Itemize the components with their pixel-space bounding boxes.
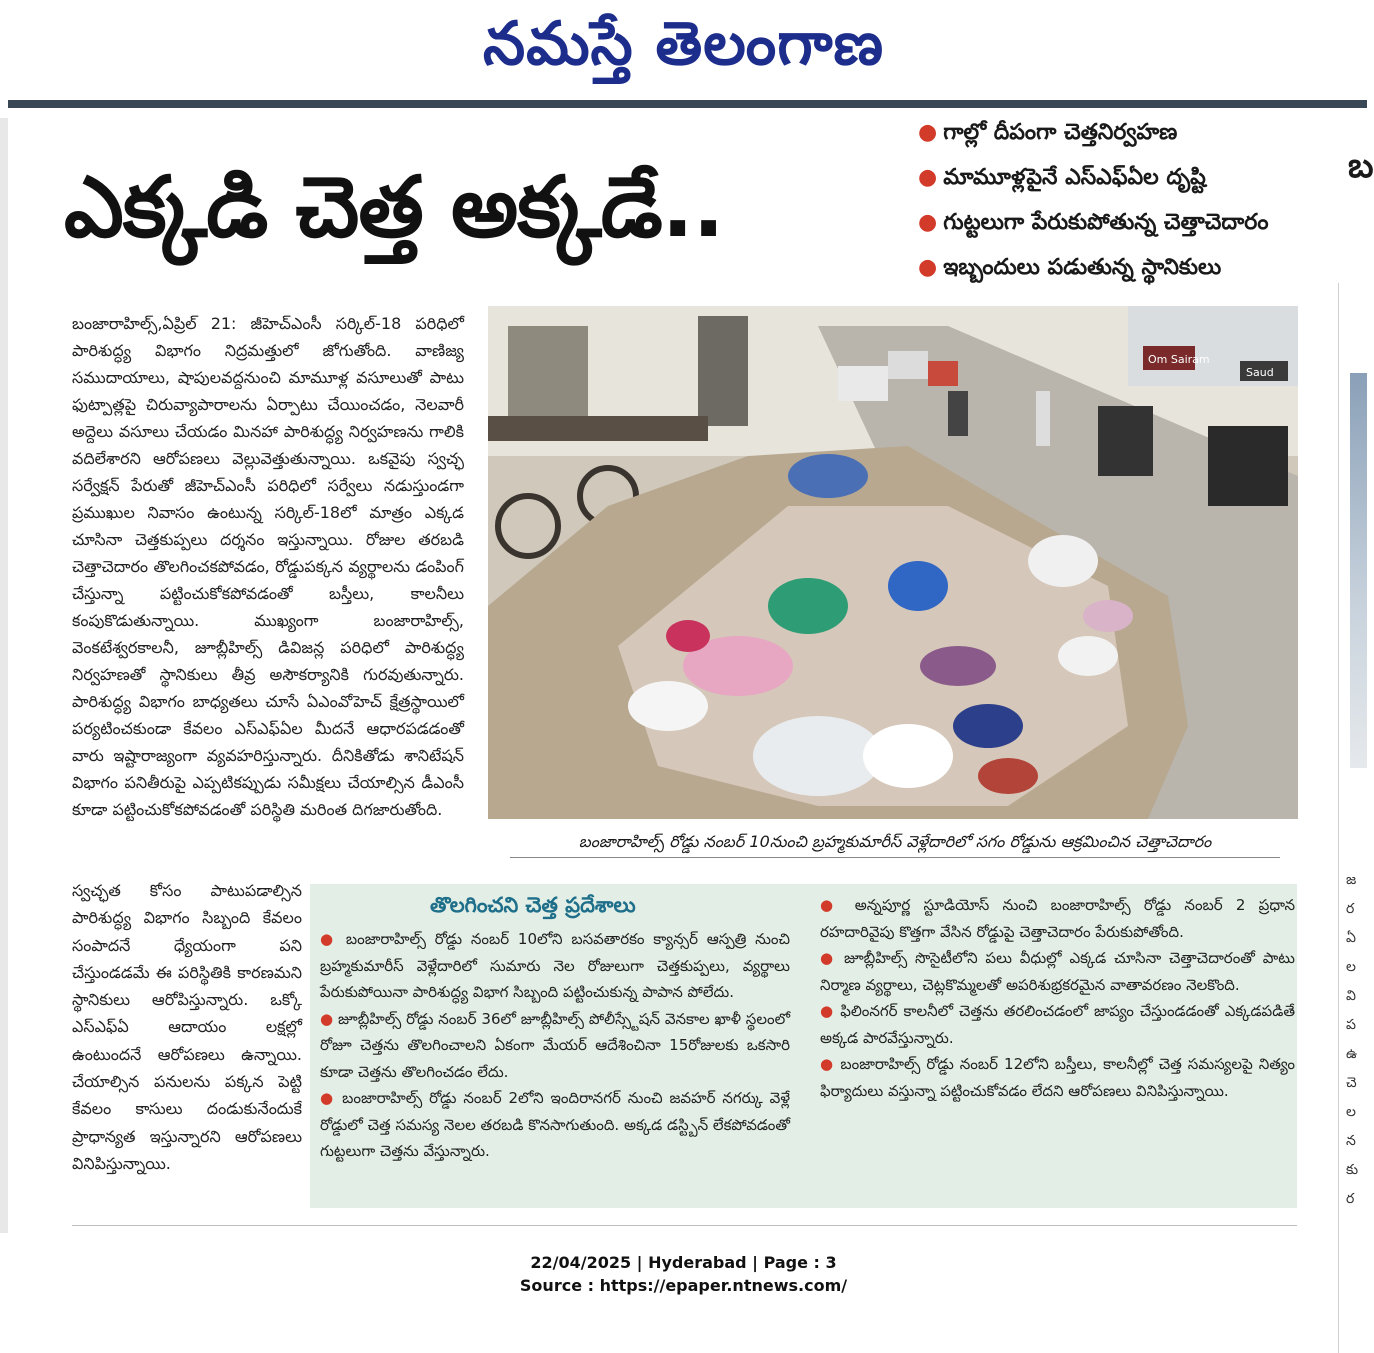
list-item: ● బంజారాహిల్స్ రోడ్డు నంబర్ 12లోని బస్తీలు, కాలనీల్లో చెత్త సమస్యలపై నిత్యం ఫిర్యాదులు వస్తున్నా పట్టించుకోవడం లేదని ఆరోపణలు వినిపిస్తున్నాయి. xyxy=(820,1055,1296,1100)
list-item: ● జూబ్లీహిల్స్ సొసైటీలోని పలు వీధుల్లో ఎక్కడ చూసినా చెత్తాచెదారంతో పాటు నిర్మాణ వ్యర్థాలు, చెట్లకొమ్మలతో అపరిశుభ్రకరమైన వాతావరణం నెలకొంది. xyxy=(820,949,1295,994)
photo-caption: బంజారాహిల్స్ రోడ్డు నంబర్ 10నుంచి బ్రహ్మకుమారీస్ వెళ్లేదారిలో సగం రోడ్డును ఆక్రమించిన చెత్తాచెదారం xyxy=(510,829,1280,858)
footer-divider xyxy=(72,1225,1297,1226)
adjacent-headline-fragment: బ xyxy=(1348,146,1374,186)
bullet-dot-icon: ● xyxy=(820,896,855,914)
shop-sign: Om Sairam xyxy=(1148,353,1210,366)
bullet-dot-icon: ● xyxy=(918,165,938,190)
article-body-paragraph: బంజారాహిల్స్,ఏప్రిల్ 21: జీహెచ్ఎంసీ సర్కిల్-18 పరిధిలో పారిశుద్ధ్య విభాగం నిద్రమత్తులో జోగుతోంది. వాణిజ్య సముదాయాలు, షాపులవద్దనుంచి మామూళ్ల వసూలుతో పాటు ఫుట్పాత్లపై చిరువ్యాపారాలను ఏర్పాటు చేయించడం, నెలవారీ అద్దెలు వసూలు చేయడం మినహా పారిశుద్ధ్య నిర్వహణను గాలికి వదిలేశారని ఆరోపణలు వెల్లువెత్తుతున్నాయి. ఒకవైపు స్వచ్ఛ సర్వేక్షన్ పేరుతో జీహెచ్ఎంసీ పరిధిలో సర్వేలు నడుస్తుండగా ప్రముఖుల నివాసం ఉంటున్న సర్కిల్-18లో మాత్రం ఎక్కడ చూసినా చెత్తకుప్పలు దర్శనం ఇస్తున్నాయి. రోజుల తరబడి చెత్తాచెదారం తొలగించకపోవడం, రోడ్డుపక్కన వ్యర్థాలను డంపింగ్ చేస్తున్నా పట్టించుకోకపోవడంతో బస్తీలు, కాలనీలు కంపుకొడుతున్నాయి. ముఖ్యంగా బంజారాహిల్స్, వెంకటేశ్వరకాలనీ, జూబ్లీహిల్స్ డివిజన్ల పరిధిలో పారిశుద్ధ్య నిర్వహణతో స్థానికులు తీవ్ర అసౌకర్యానికి గురవుతున్నారు. పారిశుద్ధ్య విభాగం బాధ్యతలు చూసే ఏఎంవోహెచ్ క్షేత్రస్థాయిలో పర్యటించకుండా కేవలం ఎస్ఎఫ్ఏల మీదనే ఆధారపడడంతో వారు ఇష్టారాజ్యంగా వ్యవహరిస్తున్నారు. దీనికితోడు శానిటేషన్ విభాగం పనితీరుపై ఎప్పటికప్పుడు సమీక్షలు చేయాల్సిన డీఎంసీ కూడా పట్టించుకోకపోవడంతో పరిస్థితి మరింత దిగజారుతోంది. xyxy=(72,314,464,819)
list-item: ● ఫిలింనగర్ కాలనీలో చెత్తను తరలించడంలో జాప్యం చేస్తుండడంతో ఎక్కడపడితే అక్కడ పారవేస్తున్నారు. xyxy=(820,1002,1295,1047)
bullet-dot-icon: ● xyxy=(320,1089,343,1107)
article-body-paragraph-2: స్వచ్ఛత కోసం పాటుపడాల్సిన పారిశుద్ధ్య విభాగం సిబ్బంది కేవలం సంపాదనే ధ్యేయంగా పని చేస్తుండడమే ఈ పరిస్థితికి కారణమని స్థానికులు ఆరోపిస్తున్నారు. ఒక్కో ఎస్ఎఫ్ఏ ఆదాయం లక్షల్లో ఉంటుందనే ఆరోపణలు ఉన్నాయి. చేయాల్సిన పనులను పక్కన పెట్టి కేవలం కాసులు దండుకునేందుకే ప్రాధాన్యత ఇస్తున్నారని ఆరోపణలు వినిపిస్తున్నాయి. xyxy=(72,881,302,1173)
newspaper-logo: నమస్తే తెలంగాణ xyxy=(482,9,885,79)
bullet-dot-icon: ● xyxy=(320,1009,339,1028)
adjacent-text-fragment: జ ర ఏ ల వి ప ఉ చె ల న కు ర xyxy=(1346,872,1359,1207)
column-divider xyxy=(1338,283,1339,1353)
bullet-item: ● గుట్టలుగా పేరుకుపోతున్న చెత్తాచెదారం xyxy=(918,210,1269,235)
masthead-divider xyxy=(8,100,1367,108)
shop-sign-2: Saud xyxy=(1246,366,1274,379)
sidebar-box-title: తొలగించని చెత్త ప్రదేశాలు xyxy=(430,893,636,917)
sidebar-box xyxy=(310,884,1297,1208)
article-photo xyxy=(488,306,1298,819)
bullet-item: ● గాల్లో దీపంగా చెత్తనిర్వహణ xyxy=(918,120,1178,145)
garbage-street-photo xyxy=(488,306,1298,819)
sidebar-box-left-column xyxy=(320,926,790,1165)
bullet-dot-icon: ● xyxy=(918,210,938,235)
article-headline: ఎక్కడి చెత్త అక్కడే.. xyxy=(64,158,724,256)
bullet-dot-icon: ● xyxy=(820,949,844,967)
adjacent-photo-fragment xyxy=(1350,373,1367,768)
left-margin-strip xyxy=(0,118,8,1233)
footer-source-line: Source : https://epaper.ntnews.com/ xyxy=(519,1276,848,1295)
adjacent-article-strip xyxy=(1320,118,1374,1233)
list-item: ● జూబ్లీహిల్స్ రోడ్డు నంబర్ 36లో జూబ్లీహిల్స్ పోలీస్స్టేషన్ వెనకాల ఖాళీ స్థలంలో రోజూ చెత్తను తొలగించాలని ఏకంగా మేయర్ ఆదేశించినా 15రోజులకు ఒకసారి కూడా చెత్తను తొలగించడం లేదు. xyxy=(320,1009,790,1081)
masthead xyxy=(0,0,1367,104)
bullet-dot-icon: ● xyxy=(320,930,346,948)
bullet-item: ● ఇబ్బందులు పడుతున్న స్థానికులు xyxy=(918,255,1222,280)
sidebar-box-right-column xyxy=(820,892,1295,1104)
list-item: ● బంజారాహిల్స్ రోడ్డు నంబర్ 2లోని ఇందిరానగర్ నుంచి జవహర్ నగర్కు వెళ్లే రోడ్డులో చెత్త సమస్య నెలల తరబడి కొనసాగుతుంది. అక్కడ డస్ట్బిన్ లేకపోవడంతో గుట్టలుగా చెత్తను వేస్తున్నారు. xyxy=(320,1089,790,1160)
footer-date-line: 22/04/2025 | Hyderabad | Page : 3 xyxy=(530,1253,837,1272)
bullet-item: ● మామూళ్లపైనే ఎస్ఎఫ్ఏల దృష్టి xyxy=(918,165,1206,190)
bullet-dot-icon: ● xyxy=(918,255,938,280)
headline-bullets xyxy=(918,110,1318,290)
bullet-dot-icon: ● xyxy=(918,120,938,145)
list-item: ● బంజారాహిల్స్ రోడ్డు నంబర్ 10లోని బసవతారకం క్యాన్సర్ ఆస్పత్రి నుంచి బ్రహ్మకుమారీస్ వెళ్లేదారిలో సుమారు నెల రోజులుగా చెత్తకుప్పలు, వ్యర్థాలు పేరుకుపోయినా పారిశుద్ధ్య విభాగ సిబ్బంది పట్టించుకున్న పాపాన పోలేదు. xyxy=(320,930,790,1001)
bullet-dot-icon: ● xyxy=(820,1055,841,1073)
list-item: ● అన్నపూర్ణ స్టూడియోస్ నుంచి బంజారాహిల్స్ రోడ్డు నంబర్ 2 ప్రధాన రహదారివైపు కొత్తగా వేసిన రోడ్డుపై చెత్తాచెదారం పేరుకుపోతోంది. xyxy=(820,896,1295,941)
bullet-dot-icon: ● xyxy=(820,1002,841,1020)
